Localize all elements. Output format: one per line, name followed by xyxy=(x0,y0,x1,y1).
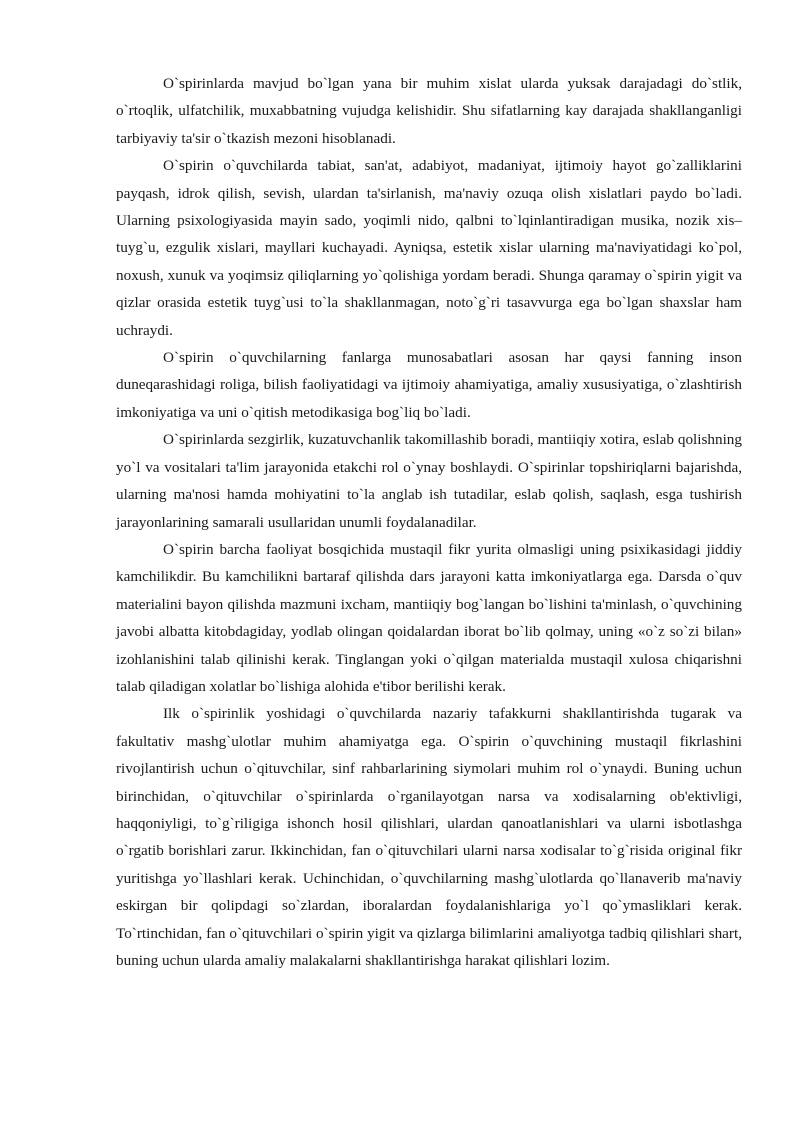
paragraph-4: O`spirinlarda sezgirlik, kuzatuvchanlik takomillashib boradi, mantiiqiy xotira, eslab qolishning yo`l va vositalari ta'lim jarayonida etakchi rol o`ynay boshlaydi. O`spirinlar topshiriqlarni bajarishda, ularning ma'nosi hamda mohiyatini to`la anglab ish tutadilar, eslab qolish, saqlash, esga tushirish jarayonlarining samarali usullaridan unumli foydalanadilar. xyxy=(116,431,742,531)
paragraph-6: Ilk o`spirinlik yoshidagi o`quvchilarda nazariy tafakkurni shakllantirishda tugarak va fakultativ mashg`ulotlar muhim ahamiyatga ega. O`spirin o`quvchining mustaqil fikrlashini rivojlantirish uchun o`qituvchilar, sinf rahbarlarining siymolari muhim rol o`ynaydi. Buning uchun birinchidan, o`qituvchilar o`spirinlarda o`rganilayotgan narsa va xodisalarning ob'ektivligi, haqqoniyligi, to`g`riligiga ishonch hosil qilishlari, ulardan qanoatlanishlari va ularni isbotlashga o`rgatib borishlari zarur. Ikkinchidan, fan o`qituvchilari ularni narsa xodisalar to`g`risida original fikr yuritishga yo`llashlari kerak. Uchinchidan, o`quvchilarning mashg`ulotlarda qo`llanaverib ma'naviy eskirgan bir qolipdagi so`zlardan, iboralardan foydalanishlariga yo`l qo`ymasliklari kerak. To`rtinchidan, fan o`qituvchilari o`spirin yigit va qizlarga bilimlarini amaliyotga tadbiq qilishlari shart, buning uchun ularda amaliy malakalarni shakllantirishga harakat qilishlari lozim. xyxy=(116,705,742,969)
paragraph-3: O`spirin o`quvchilarning fanlarga munosabatlari asosan har qaysi fanning inson duneqarashidagi roliga, bilish faoliyatidagi va ijtimoiy ahamiyatiga, amaliy xususiyatiga, o`zlashtirish imkoniyatiga va uni o`qitish metodikasiga bog`liq bo`ladi. xyxy=(116,349,742,421)
document-page xyxy=(116,70,742,974)
paragraph-5: O`spirin barcha faoliyat bosqichida mustaqil fikr yurita olmasligi uning psixikasidagi jiddiy kamchilikdir. Bu kamchilikni bartaraf qilishda dars jarayoni katta imkoniyatlarga ega. Darsda o`quv materialini bayon qilishda mazmuni ixcham, mantiiqiy bog`langan bo`lishini ta'minlash, o`quvchining javobi albatta kitobdagiday, yodlab olingan qoidalardan iborat bo`lib qolmay, uning «o`z so`zi bilan» izohlanishini talab qilinishi kerak. Tinglangan yoki o`qilgan materialda mustaqil xulosa chiqarishni talab qiladigan xolatlar bo`lishiga alohida e'tibor berilishi kerak. xyxy=(116,540,742,695)
paragraph-1: O`spirinlarda mavjud bo`lgan yana bir muhim xislat ularda yuksak darajadagi do`stlik, o`rtoqlik, ulfatchilik, muxabbatning vujudga kelishidir. Shu sifatlarning kay darajada shakllanganligi tarbiyaviy ta'sir o`tkazish mezoni hisoblanadi. xyxy=(116,75,742,147)
paragraph-2: O`spirin o`quvchilarda tabiat, san'at, adabiyot, madaniyat, ijtimoiy hayot go`zalliklarini payqash, idrok qilish, sevish, ulardan ta'sirlanish, ma'naviy ozuqa olish xislatlari paydo bo`ladi. Ularning psixologiyasida mayin sado, yoqimli nido, qalbni to`lqinlantiradigan musika, nozik xis–tuyg`u, ezgulik xislari, mayllari kuchayadi. Ayniqsa, estetik xislar ularning ma'naviyatidagi ko`pol, noxush, xunuk va yoqimsiz qiliqlarning yo`qolishiga yordam beradi. Shunga qaramay o`spirin yigit va qizlar orasida estetik tuyg`usi to`la shakllanmagan, noto`g`ri tasavvurga ega bo`lgan shaxslar ham uchraydi. xyxy=(116,157,742,339)
